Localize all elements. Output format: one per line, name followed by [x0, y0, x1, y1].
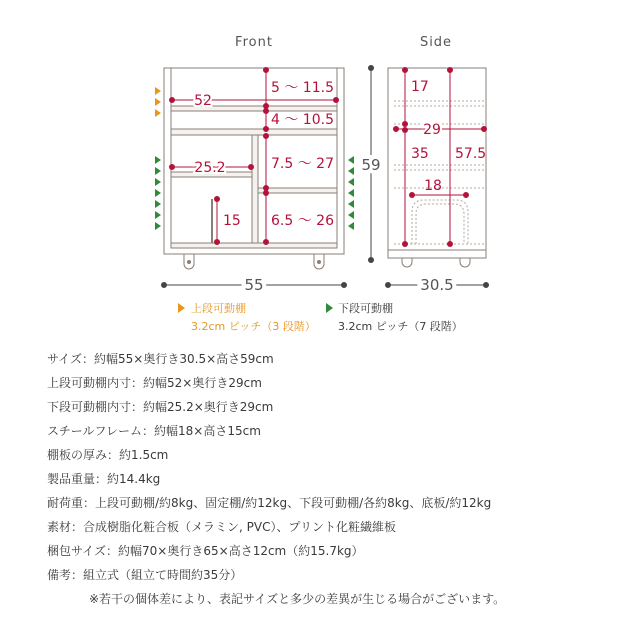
dim-mid-gap: 7.5 ～ 27	[271, 156, 334, 172]
spec-material: 素材：合成樹脂化粧合板（メラミン, PVC）、プリント化粧繊維板	[47, 520, 396, 534]
legend-upper	[178, 301, 316, 333]
side-cabinet-outline	[388, 68, 486, 258]
dim-outer-depth: 30.5	[420, 276, 454, 294]
legend-upper-pitch: 3.2cm ピッチ（3 段階）	[191, 320, 316, 333]
dim-outer-height: 59	[361, 156, 381, 174]
dim-upper-gap: 4 ～ 10.5	[271, 112, 334, 128]
dim-side-mid: 35	[411, 146, 429, 162]
side-caster-left	[402, 258, 412, 267]
dim-side-top: 17	[411, 79, 429, 95]
lower-marker-icon	[326, 303, 333, 313]
dim-inner-width: 52	[194, 93, 212, 109]
front-caster-right	[314, 254, 324, 269]
legend-lower-pitch: 3.2cm ピッチ（7 段階）	[338, 320, 463, 333]
front-caster-left	[184, 254, 194, 269]
lower-shelf-pitch-markers-left	[155, 156, 161, 230]
spec-remarks: 備考：組立式（組立て時間約35分）	[47, 568, 243, 582]
side-view-title: Side	[419, 35, 453, 50]
spec-load: 耐荷重：上段可動棚/約8kg、固定棚/約12kg、下段可動棚/各約8kg、底板/約12kg	[47, 496, 492, 510]
front-view-title: Front	[235, 35, 273, 50]
dim-side-frame-depth: 18	[424, 178, 442, 194]
spec-list	[47, 347, 627, 611]
dim-frame-height: 15	[223, 213, 241, 229]
front-fixed-shelf	[171, 129, 337, 135]
spec-weight: 製品重量：約14.4kg	[47, 472, 161, 486]
front-view	[155, 66, 381, 295]
legend-lower-label: 下段可動棚	[338, 302, 393, 315]
dim-top-gap: 5 ～ 11.5	[271, 80, 334, 96]
dim-bottom-gap: 6.5 ～ 26	[271, 213, 334, 229]
lower-shelf-pitch-markers-right	[348, 156, 354, 230]
upper-shelf-pitch-markers	[155, 87, 161, 117]
legend-lower	[326, 301, 463, 333]
dim-outer-width: 55	[244, 276, 264, 294]
spec-lower-inner: 下段可動棚内寸：約幅25.2×奥行き29cm	[47, 400, 274, 414]
spec-upper-inner: 上段可動棚内寸：約幅52×奥行き29cm	[47, 376, 262, 390]
spec-steel-frame: スチールフレーム：約幅18×高さ15cm	[47, 424, 261, 438]
legend-upper-label: 上段可動棚	[191, 302, 246, 315]
dim-side-total: 57.5	[455, 146, 487, 162]
spec-thickness: 棚板の厚み：約1.5cm	[47, 448, 169, 462]
spec-size: サイズ：約幅55×奥行き30.5×高さ59cm	[47, 352, 274, 366]
front-right-lower-shelf	[258, 188, 337, 193]
side-steel-frame	[412, 200, 468, 244]
dim-left-lower-width: 25.2	[194, 160, 226, 176]
side-view	[386, 68, 489, 295]
spec-note: ※若干の個体差により、表記サイズと多少の差異が生じる場合がございます。	[89, 592, 506, 606]
side-caster-right	[460, 258, 470, 267]
upper-marker-icon	[178, 303, 185, 313]
dim-side-depth-inner: 29	[423, 122, 441, 138]
front-divider	[252, 135, 258, 248]
front-bottom-board	[171, 243, 337, 248]
spec-package: 梱包サイズ：約幅70×奥行き65×高さ12cm（約15.7kg）	[47, 544, 364, 558]
